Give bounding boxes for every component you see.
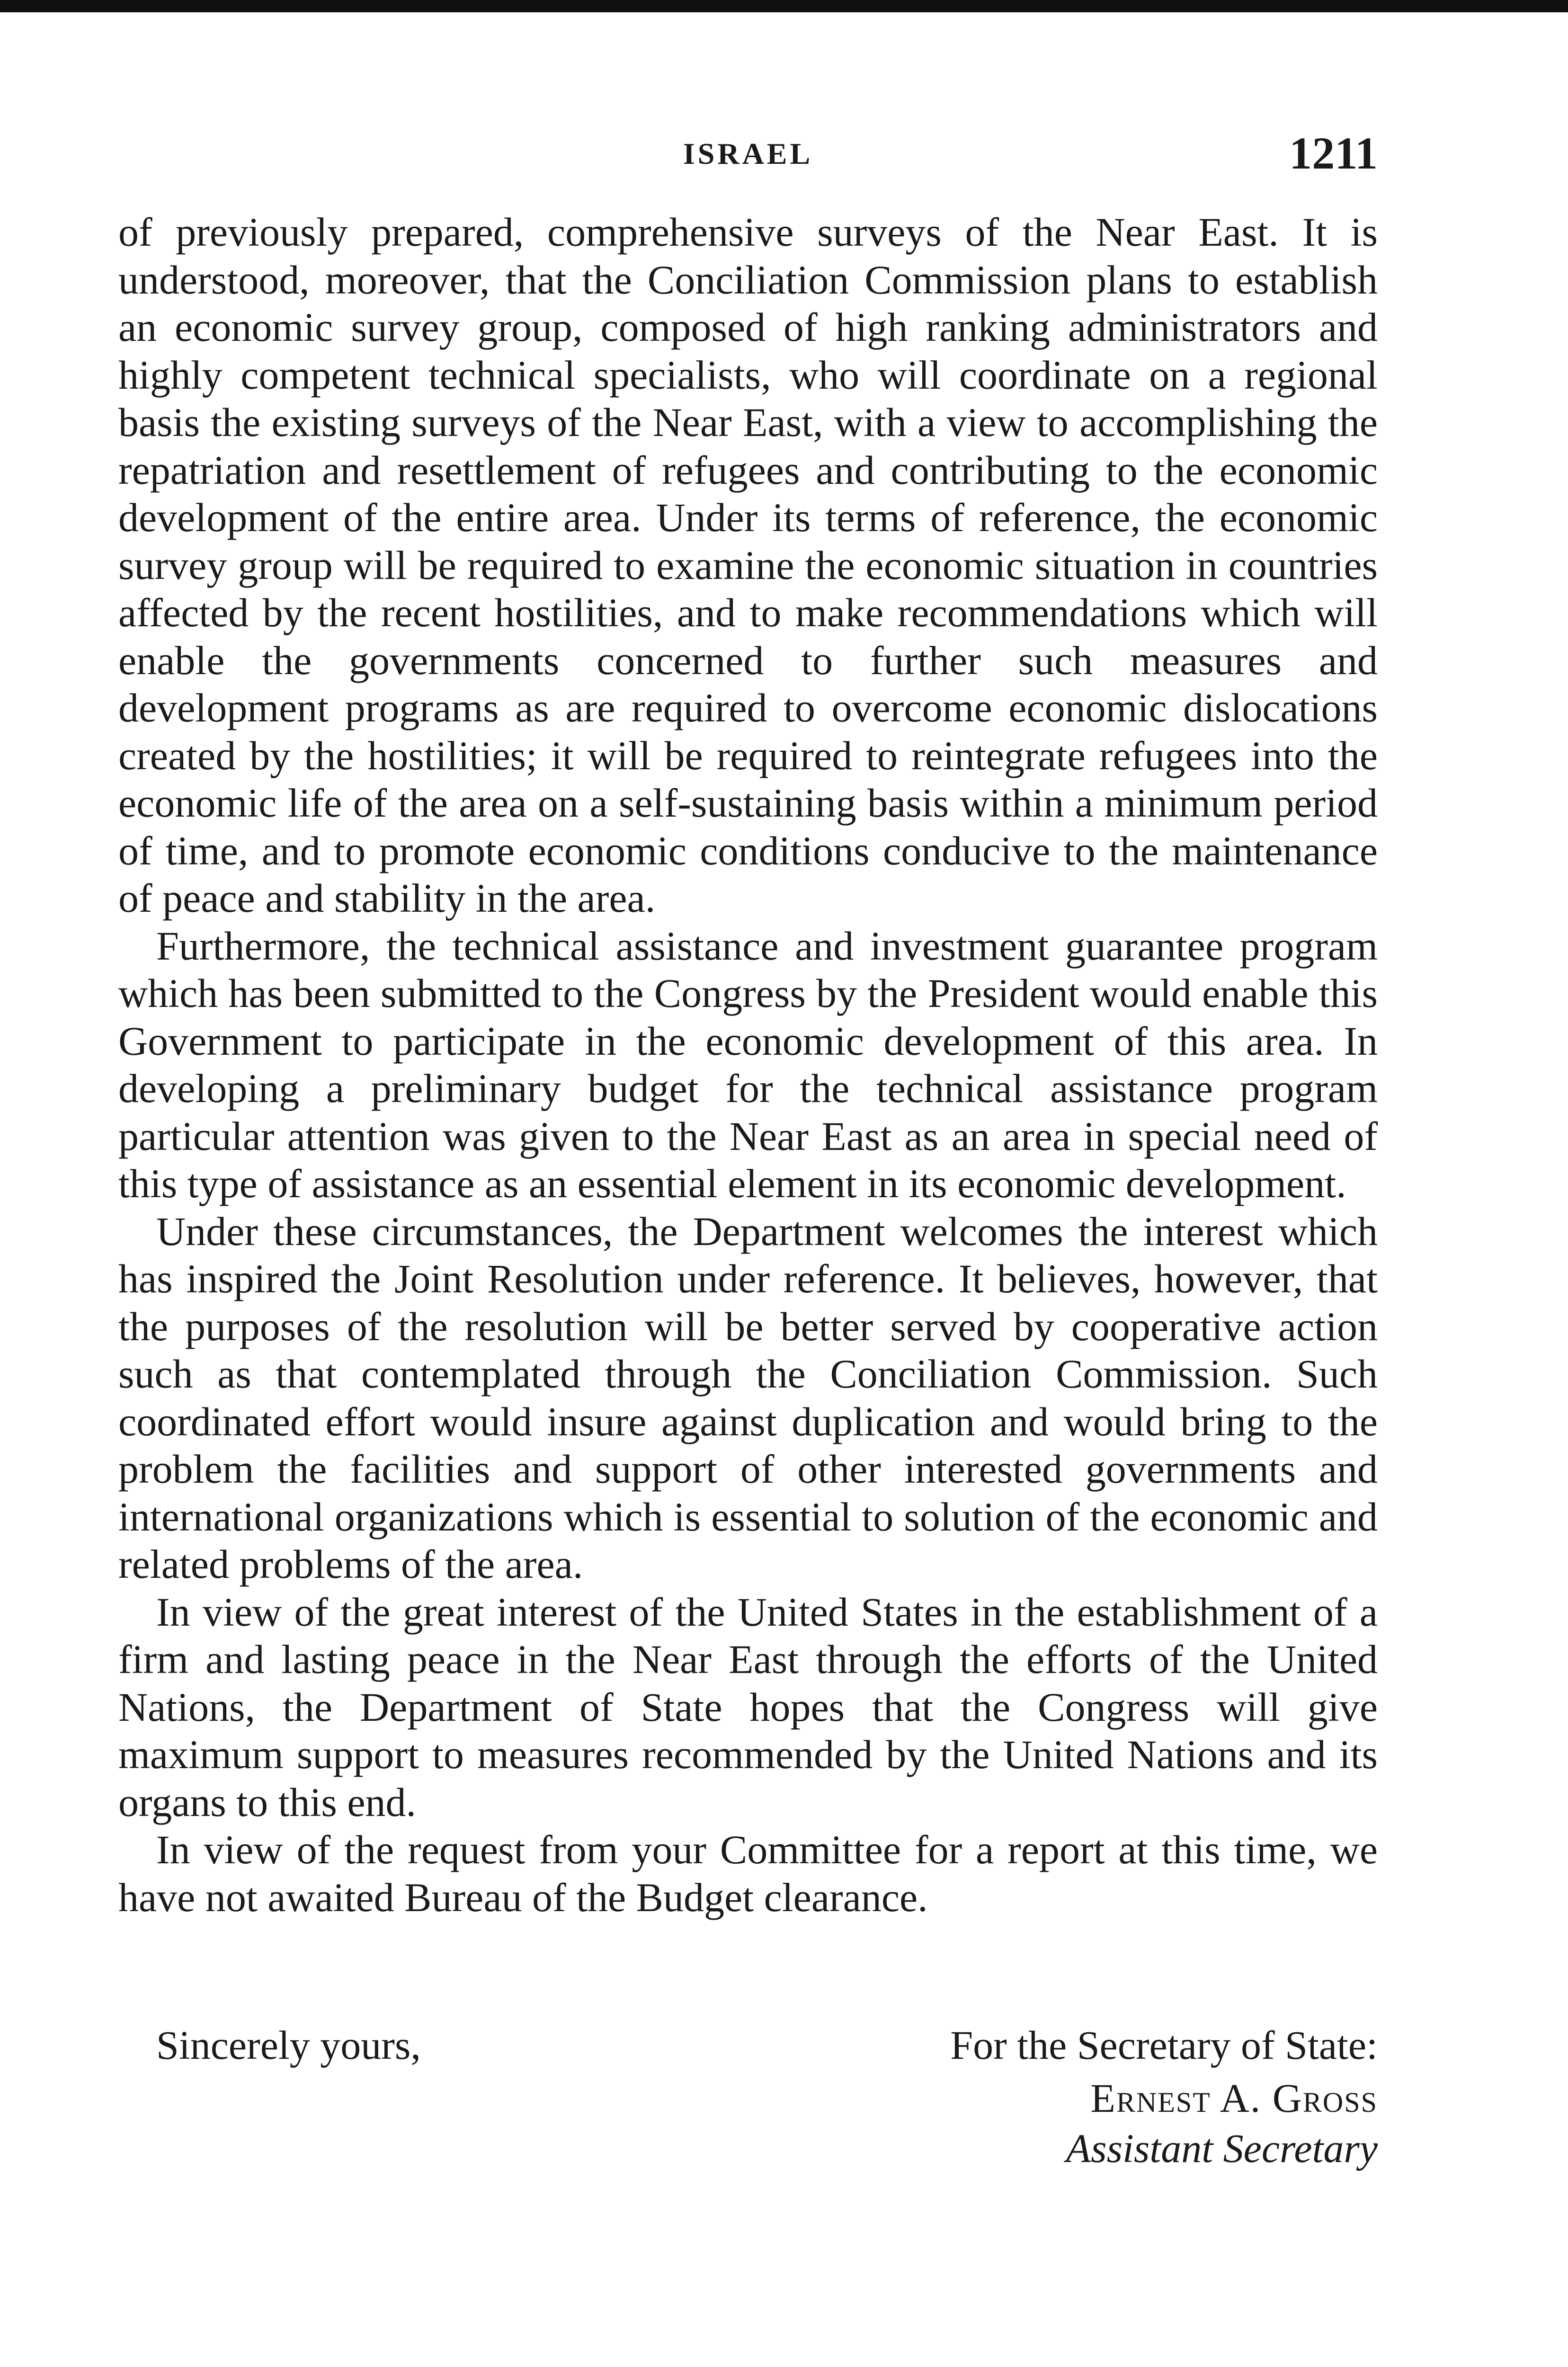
signer-title: Assistant Secretary xyxy=(1066,2126,1378,2171)
paragraph-budget-clearance: In view of the request from your Committee for a report at this time, we have not awaited Bureau of the Budget clearance. xyxy=(118,1827,1378,1920)
running-title: ISRAEL xyxy=(683,137,813,170)
letter-body xyxy=(118,208,1378,1921)
letter-closing xyxy=(118,2021,1378,2178)
signer-name: Ernest A. Gross xyxy=(1090,2075,1378,2121)
page-number: 1211 xyxy=(1289,128,1378,178)
paragraph-continued: of previously prepared, comprehensive surveys of the Near East. It is understood, moreover, that the Conciliation Commission plans to establish an economic survey group, composed of high ranking administrators and highly competent technical specialists, who will coordinate on a regional basis the existing surveys of the Near East, with a view to accomplishing the repatriation and resettlement of refugees and contributing to the economic development of the entire area. Under its terms of reference, the economic survey group will be required to examine the economic situation in countries affected by the recent hostilities, and to make recommendations which will enable the governments concerned to further such measures and development programs as are required to overcome economic dislocations created by the hostilities; it will be required to reintegrate refugees into the economic life of the area on a self-sustaining basis within a minimum period of time, and to promote economic conditions conducive to the maintenance of peace and stability in the area. xyxy=(118,209,1378,921)
attribution-line: For the Secretary of State: xyxy=(950,2022,1378,2068)
running-head xyxy=(118,127,1378,184)
paragraph-technical-assistance: Furthermore, the technical assistance and investment guarantee program which has been submitted to the Congress by the President would enable this Government to participate in the economic development of this area. In developing a preliminary budget for the technical assistance program particular attention was given to the Near East as an area in special need of this type of assistance as an essential element in its economic development. xyxy=(118,923,1378,1206)
paragraph-united-nations: In view of the great interest of the United States in the establishment of a firm and lasting peace in the Near East through the efforts of the United Nations, the Department of State hopes that the Congress will give maximum support to measures recommended by the United Nations and its organs to this end. xyxy=(118,1589,1378,1825)
top-edge-rule xyxy=(0,0,1568,12)
salutation: Sincerely yours, xyxy=(156,2022,421,2068)
paragraph-department-position: Under these circumstances, the Department welcomes the interest which has inspired the Joint Resolution under reference. It believes, however, that the purposes of the resolution will be better served by cooperative action such as that contemplated through the Conciliation Commission. Such coordinated effort would insure against duplication and would bring to the problem the facilities and support of other interested governments and international organizations which is essential to solution of the economic and related problems of the area. xyxy=(118,1208,1378,1587)
